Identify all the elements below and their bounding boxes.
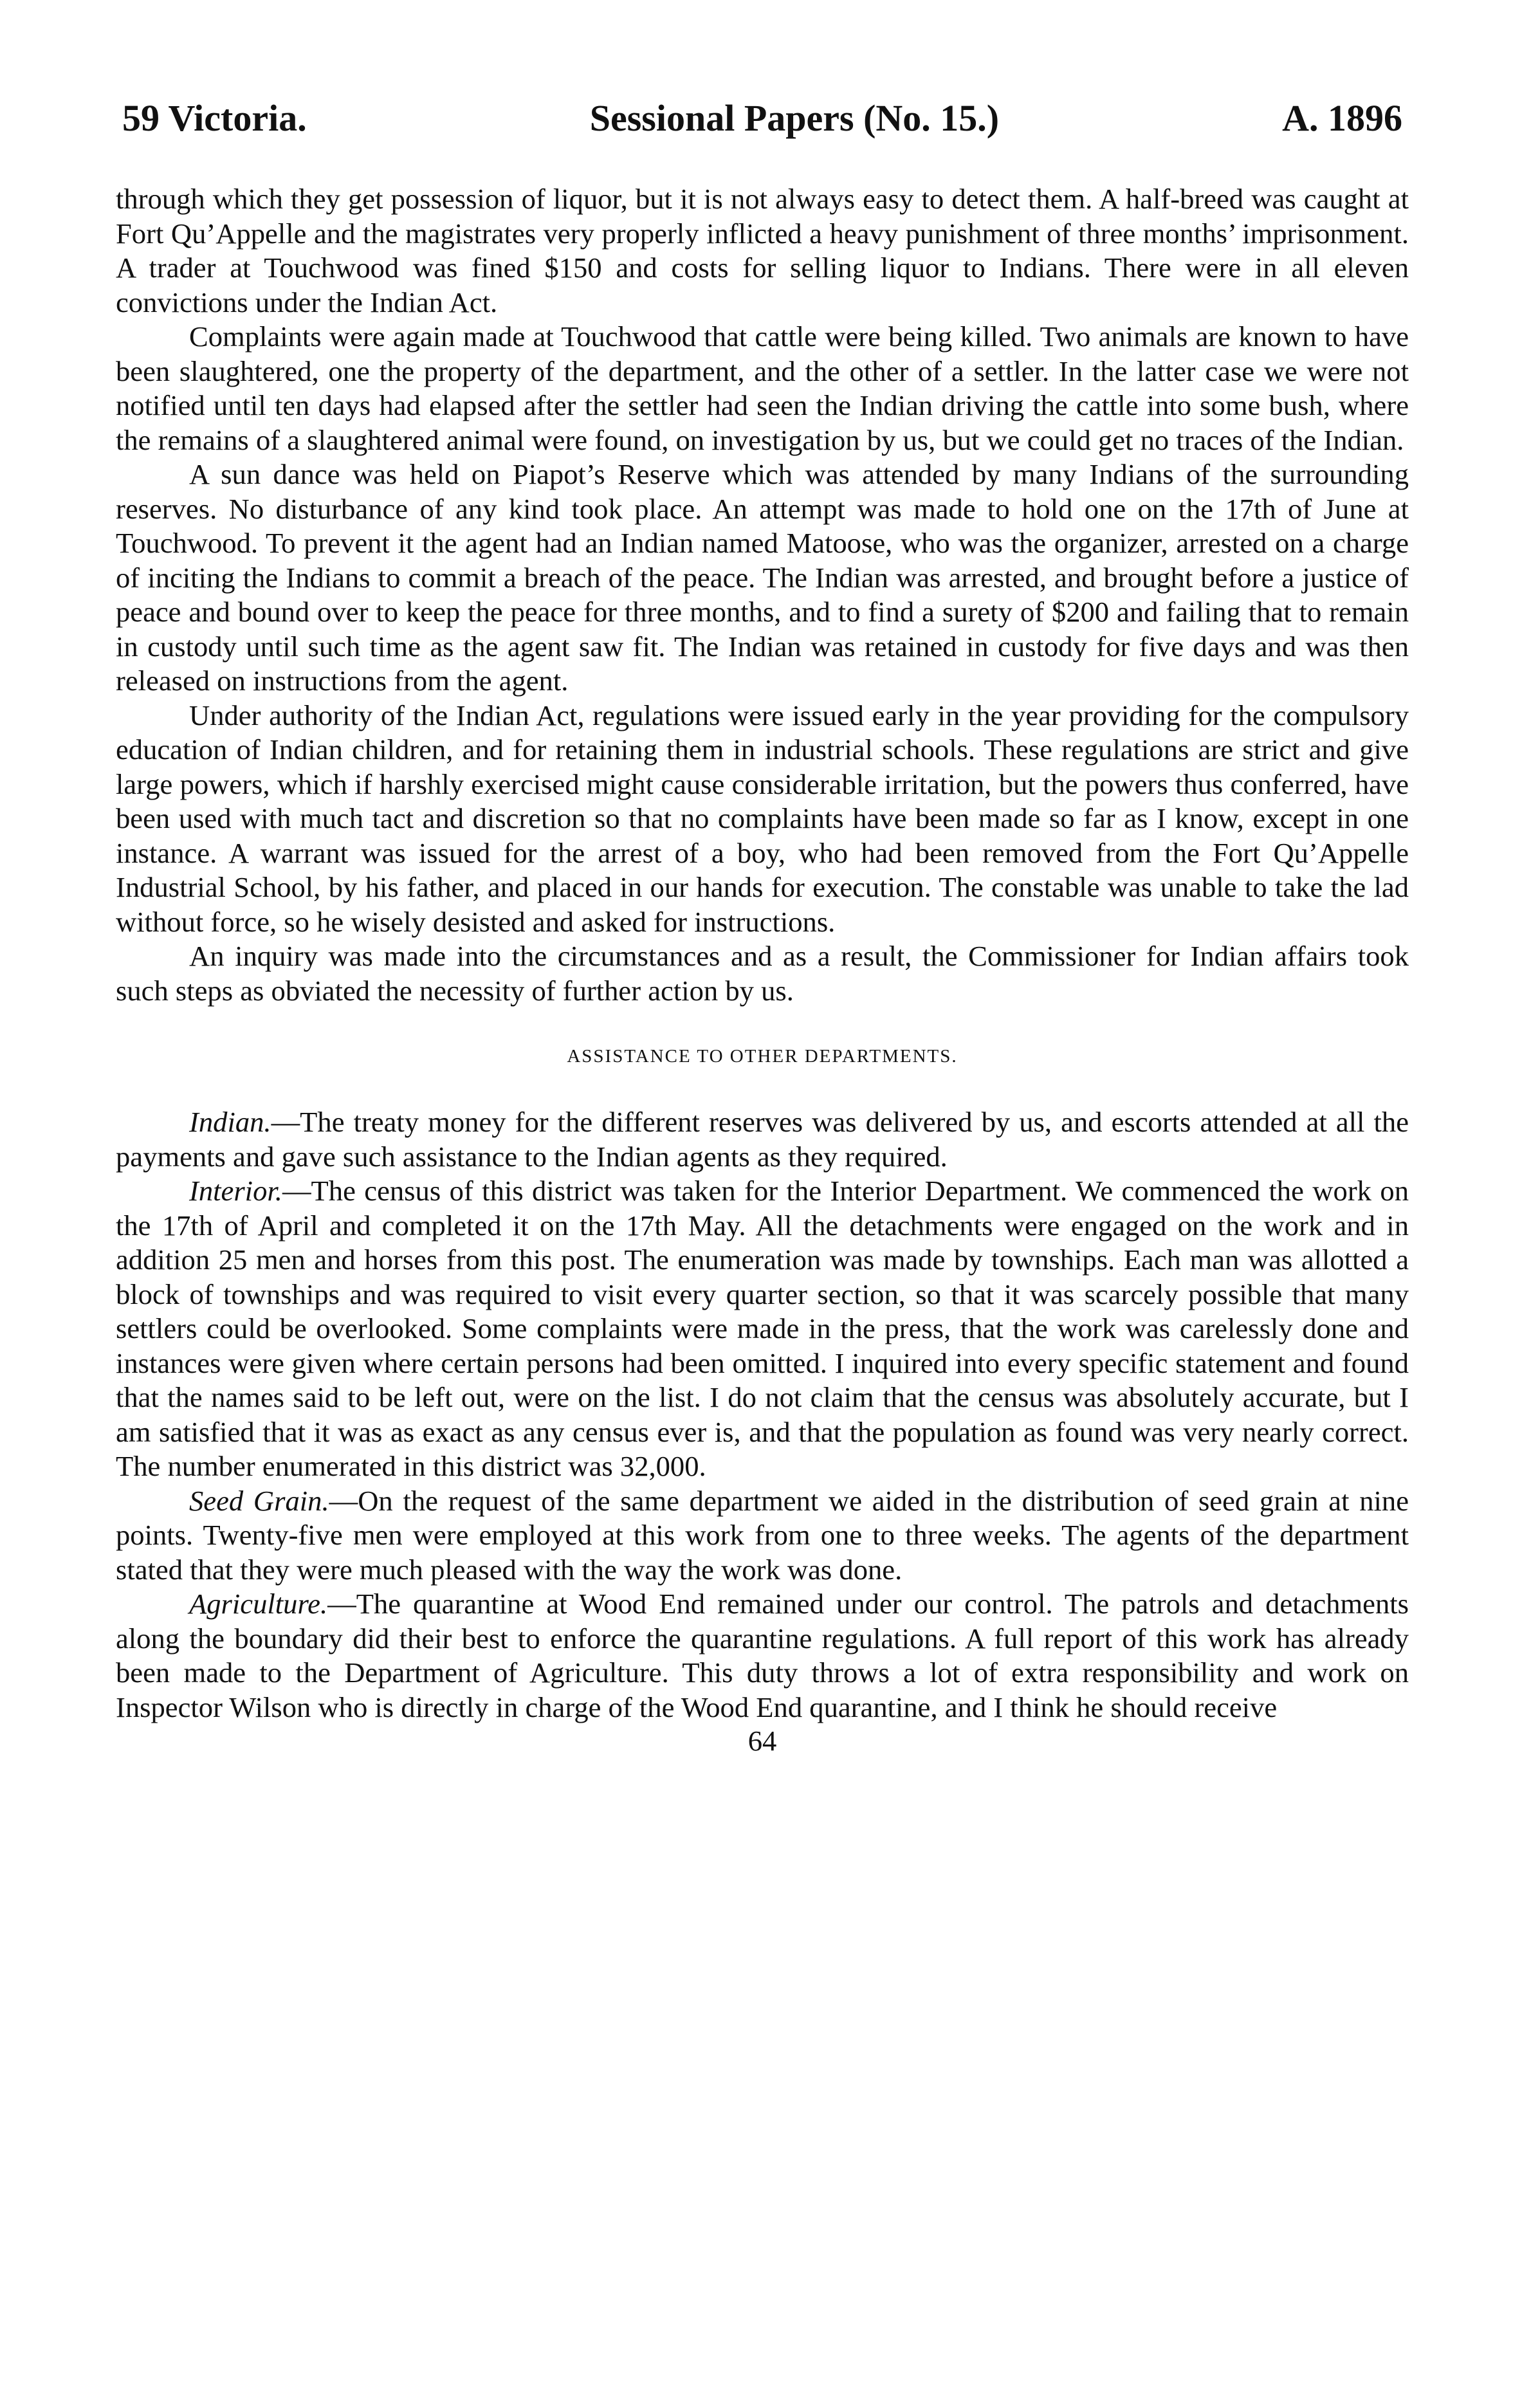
paragraph-seed-grain (116, 1484, 1409, 1588)
paragraph-indian (116, 1105, 1409, 1174)
header-year: A. 1896 (1282, 97, 1402, 139)
lead-agriculture: Agriculture. (189, 1588, 328, 1620)
lead-indian: Indian. (189, 1106, 271, 1138)
text-interior: —The census of this district was taken for the Interior Department. We commenced the work on the 17th of April and completed it on the 17th May. All the detachments were engaged on the work and in addition 25 men and horses from this post. The enumeration was made by townships. Each man was allotted a block of townships and was required to visit every quarter section, so that it was scarcely possible that many settlers could be overlooked. Some complaints were made in the press, that the work was carelessly done and instances were given where certain persons had been omitted. I inquired into every specific statement and found that the names said to be left out, were on the list. I do not claim that the census was absolutely accurate, but I am satisfied that it was as exact as any census ever is, and that the population as found was very nearly correct. The number enumerated in this district was 32,000. (116, 1175, 1409, 1482)
header-title: Sessional Papers (No. 15.) (589, 97, 1000, 139)
paragraph-sun-dance: A sun dance was held on Piapot’s Reserve which was attended by many Indians of the surrounding reserves. No disturbance of any kind took place. An attempt was made to hold one on the 17th of June at Touchwood. To prevent it the agent had an Indian named Matoose, who was the organizer, arrested on a charge of inciting the Indians to commit a breach of the peace. The Indian was arrested, and brought before a justice of peace and bound over to keep the peace for three months, and to find a surety of $200 and failing that to remain in custody until such time as the agent saw fit. The Indian was retained in custody for five days and was then released on instructions from the agent. (116, 458, 1409, 697)
paragraph-inquiry: An inquiry was made into the circumstances and as a result, the Commissioner for Indian affairs took such steps as obviated the necessity of further action by us. (116, 940, 1409, 1007)
text-agriculture: —The quarantine at Wood End remained under our control. The patrols and detachments along the boundary did their best to enforce the quarantine regulations. A full report of this work has already been made to the Department of Agriculture. This duty throws a lot of extra responsibility and work on Inspector Wilson who is directly in charge of the Wood End quarantine, and I think he should receive (116, 1588, 1409, 1723)
lead-seed-grain: Seed Grain. (189, 1484, 329, 1517)
text-indian: —The treaty money for the different reserves was delivered by us, and escorts attended at all the payments and gave such assistance to the Indian agents as they required. (116, 1106, 1409, 1173)
document-page (116, 96, 1409, 1757)
text-seed-grain: —On the request of the same department we aided in the distribution of seed grain at nine points. Twenty-five men were employed at this work from one to three weeks. The agents of the department stated that they were much pleased with the way the work was done. (116, 1484, 1409, 1586)
lead-interior: Interior. (189, 1175, 282, 1207)
paragraph-interior (116, 1174, 1409, 1484)
body-text (116, 182, 1409, 1725)
header-session: 59 Victoria. (122, 97, 307, 139)
paragraph-agriculture (116, 1587, 1409, 1725)
paragraph-cattle: Complaints were again made at Touchwood that cattle were being killed. Two animals are known to have been slaughtered, one the property of the department, and the other of a settler. In the latter case we were not notified until ten days had elapsed after the settler had seen the Indian driving the cattle into some bush, where the remains of a slaughtered animal were found, on investigation by us, but we could get no traces of the Indian. (116, 320, 1409, 456)
section-heading: ASSISTANCE TO OTHER DEPARTMENTS. (567, 1046, 958, 1067)
page-number: 64 (747, 1725, 777, 1757)
running-header (116, 96, 1409, 140)
paragraph-liquor: through which they get possession of liquor, but it is not always easy to detect them. A half-breed was caught at Fort Qu’Appelle and the magistrates very properly inflicted a heavy punishment of three months’ imprisonment. A trader at Touchwood was fined $150 and costs for selling liquor to Indians. There were in all eleven convictions under the Indian Act. (116, 183, 1409, 318)
paragraph-regulations: Under authority of the Indian Act, regulations were issued early in the year providing for the compulsory education of Indian children, and for retaining them in industrial schools. These regulations are strict and give large powers, which if harshly exercised might cause considerable irritation, but the powers thus conferred, have been used with much tact and discretion so that no complaints have been made so far as I know, except in one instance. A warrant was issued for the arrest of a boy, who had been removed from the Fort Qu’Appelle Industrial School, by his father, and placed in our hands for execution. The constable was unable to take the lad without force, so he wisely desisted and asked for instructions. (116, 699, 1409, 938)
